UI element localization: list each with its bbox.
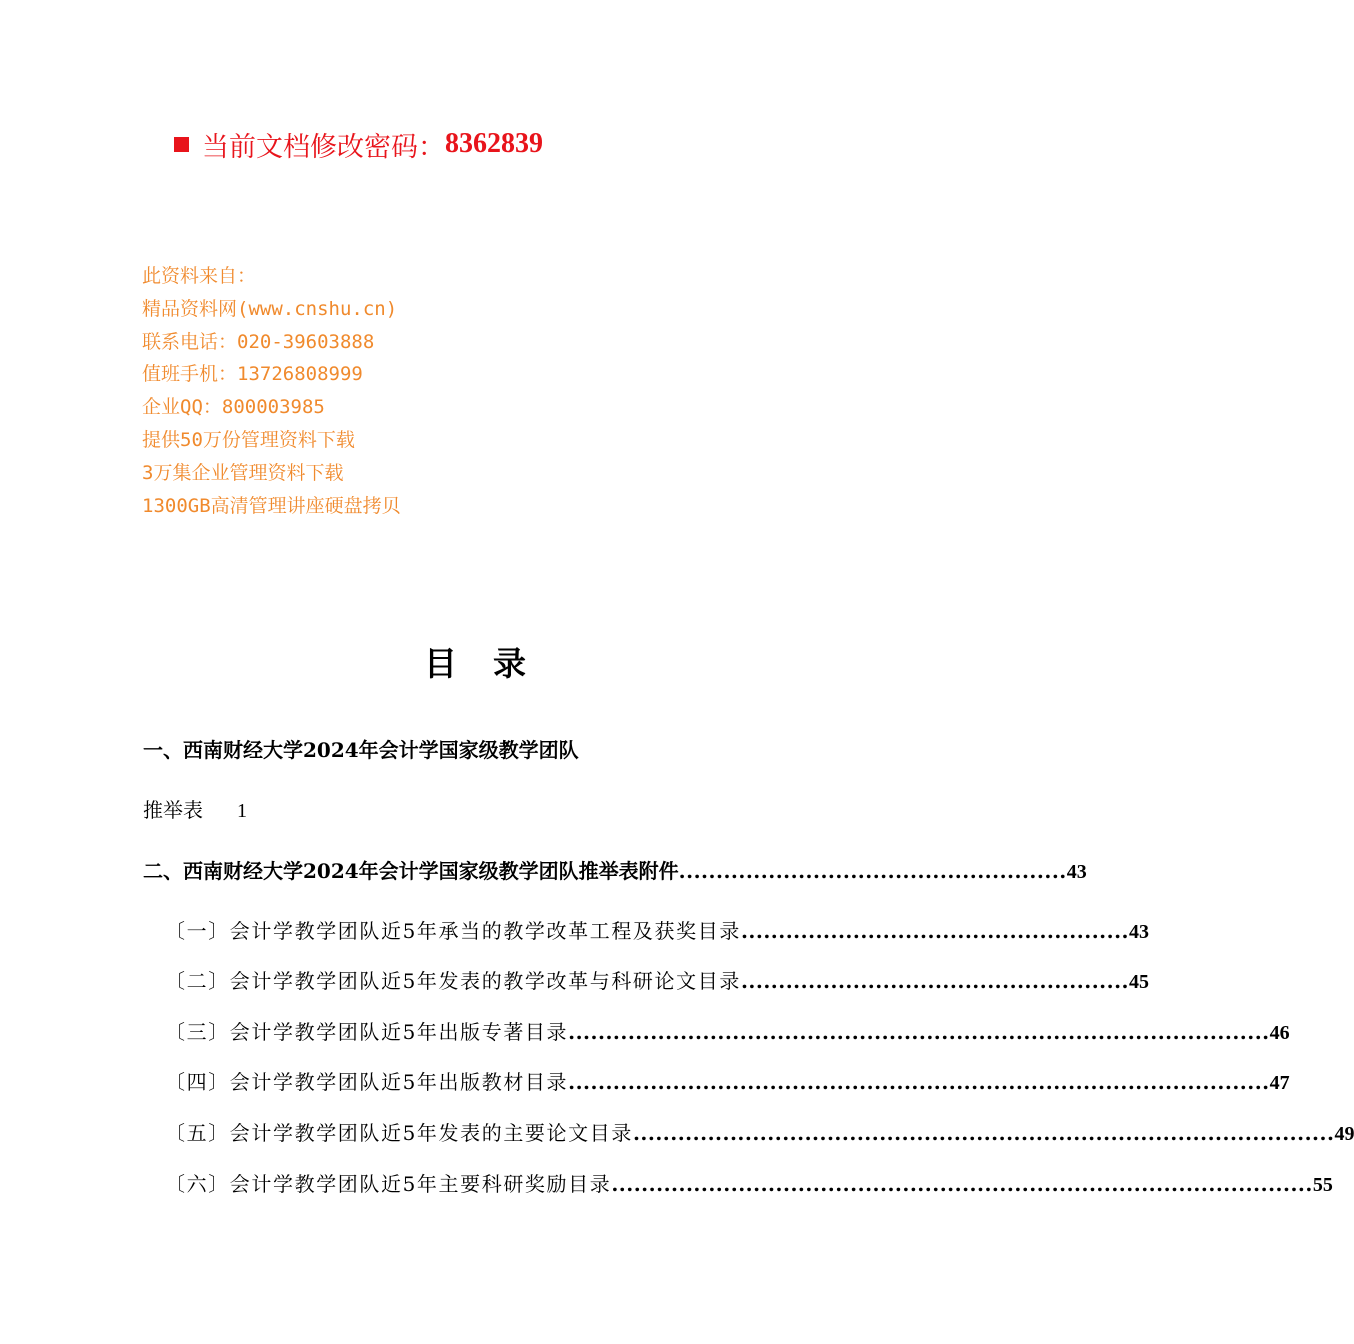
source-line: 提供50万份管理资料下载 [142, 428, 355, 451]
source-line: 精品资料网(www.cnshu.cn) [142, 297, 398, 320]
toc-entry-label: 〔一〕会计学教学团队近5年承当的教学改革工程及获奖目录 [165, 919, 741, 943]
source-line: 值班手机：13726808999 [142, 363, 363, 386]
toc-entry[interactable] [143, 794, 247, 823]
toc-dot-leader: .............................................................................................. [568, 1070, 1270, 1094]
red-square-icon [174, 137, 189, 152]
source-info [142, 260, 401, 522]
toc-entry-page: 1 [237, 800, 247, 822]
toc-entry[interactable] [165, 1016, 1290, 1045]
toc-entry-page: 55 [1312, 1174, 1333, 1196]
toc-title: 目录 [424, 644, 562, 683]
source-line: 1300GB高清管理讲座硬盘拷贝 [142, 494, 401, 517]
toc-entry[interactable] [165, 965, 1150, 994]
toc-entry-page: 43 [1129, 921, 1150, 943]
source-line: 企业QQ：800003985 [142, 396, 325, 419]
toc-entry[interactable] [165, 1168, 1333, 1197]
toc-entry-page: 49 [1334, 1123, 1354, 1145]
source-line: 3万集企业管理资料下载 [142, 461, 344, 484]
toc-entry-label: 〔三〕会计学教学团队近5年出版专著目录 [165, 1020, 569, 1044]
toc-entry[interactable] [165, 1066, 1290, 1095]
source-line: 联系电话：020-39603888 [142, 330, 375, 353]
toc-entry-label: 推举表 [143, 798, 203, 822]
toc-entry-label: 一、西南财经大学2024年会计学国家级教学团队 [143, 738, 579, 762]
toc-entry[interactable] [165, 1117, 1354, 1146]
toc-entry-label: 〔六〕会计学教学团队近5年主要科研奖励目录 [165, 1172, 612, 1196]
toc-dot-leader: .................................................... [678, 859, 1067, 883]
toc-entry-label: 〔五〕会计学教学团队近5年发表的主要论文目录 [165, 1121, 633, 1145]
toc-entry-page: 43 [1066, 861, 1087, 883]
toc-entry-page: 47 [1269, 1072, 1290, 1094]
toc-entry[interactable] [143, 855, 1087, 884]
toc-entry-label: 二、西南财经大学2024年会计学国家级教学团队推举表附件 [143, 859, 679, 883]
toc-dot-leader: .................................................... [740, 969, 1130, 993]
toc-entry[interactable] [143, 734, 579, 763]
toc-dot-leader: .............................................................................................. [632, 1121, 1335, 1145]
toc-entry-page: 45 [1129, 971, 1150, 993]
toc-entry-label: 〔四〕会计学教学团队近5年出版教材目录 [165, 1070, 569, 1094]
toc-entry-label: 〔二〕会计学教学团队近5年发表的教学改革与科研论文目录 [165, 969, 741, 993]
source-line: 此资料来自： [142, 265, 257, 287]
password-label: 当前文档修改密码： [202, 131, 445, 163]
password-value: 8362839 [445, 128, 543, 159]
toc-dot-leader: .............................................................................................. [568, 1020, 1270, 1044]
toc-dot-leader: .............................................................................................. [611, 1172, 1313, 1196]
toc-entry-page: 46 [1269, 1022, 1290, 1044]
toc-entry[interactable] [165, 915, 1150, 944]
toc-dot-leader: .................................................... [740, 919, 1130, 943]
password-notice [174, 124, 543, 164]
